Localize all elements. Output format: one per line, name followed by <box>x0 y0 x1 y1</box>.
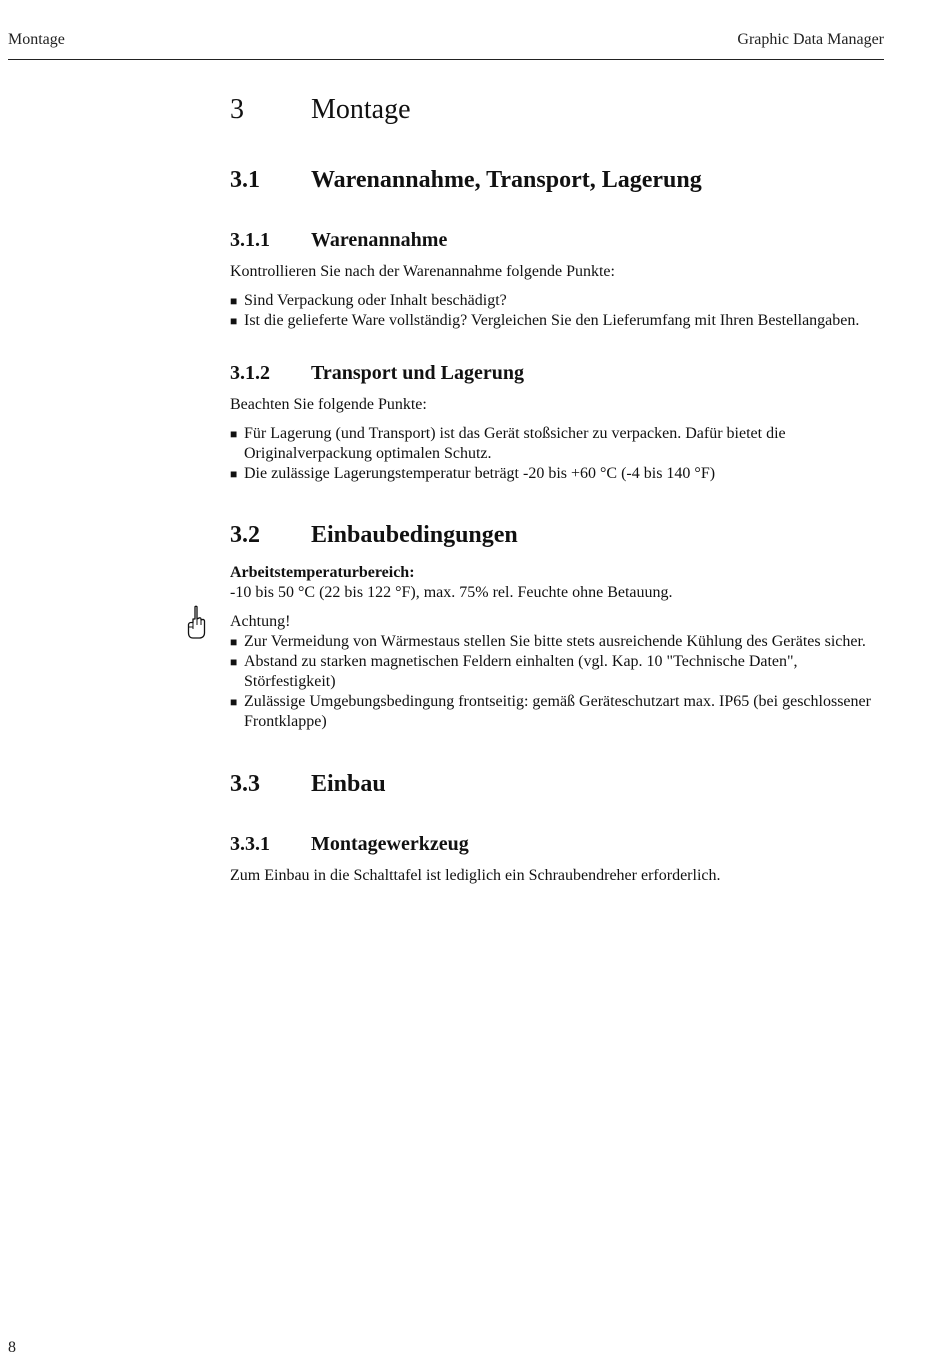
list-item-text: Ist die gelieferte Ware vollständig? Vergleichen Sie den Lieferumfang mit Ihren Bestellangaben. <box>244 312 860 329</box>
list-item <box>230 652 888 692</box>
running-header-title: Graphic Data Manager <box>737 31 884 48</box>
subsection-number: 3.3.1 <box>230 833 270 855</box>
bullet-list <box>230 632 888 732</box>
temperature-range-value: -10 bis 50 °C (22 bis 122 °F), max. 75% rel. Feuchte ohne Betauung. <box>230 584 673 601</box>
bullet-square-icon: ■ <box>230 467 238 481</box>
list-item-text: Die zulässige Lagerungstemperatur beträgt -20 bis +60 °C (-4 bis 140 °F) <box>244 465 716 482</box>
subsection-title: Montagewerkzeug <box>311 833 469 855</box>
running-header-section: Montage <box>8 31 65 48</box>
list-item <box>230 311 888 331</box>
section-number: 3.2 <box>230 522 260 548</box>
section-title: Einbau <box>311 771 386 797</box>
subsection-title: Warenannahme <box>311 229 448 251</box>
paragraph: Zum Einbau in die Schalttafel ist lediglich ein Schraubendreher erforderlich. <box>230 867 721 884</box>
list-item-text: Zulässige Umgebungsbedingung frontseitig: gemäß Geräteschutzart max. IP65 (bei geschlossener Frontklappe) <box>244 693 871 730</box>
temperature-range-label: Arbeitstemperaturbereich: <box>230 564 415 581</box>
bullet-list <box>230 424 888 484</box>
bullet-square-icon: ■ <box>230 635 238 649</box>
list-item <box>230 291 888 311</box>
bullet-square-icon: ■ <box>230 427 238 441</box>
list-item-text: Abstand zu starken magnetischen Feldern einhalten (vgl. Kap. 10 "Technische Daten", Störfestigkeit) <box>244 653 798 690</box>
subsection-title: Transport und Lagerung <box>311 362 525 384</box>
paragraph: Kontrollieren Sie nach der Warenannahme folgende Punkte: <box>230 263 615 280</box>
chapter-number: 3 <box>230 94 244 125</box>
chapter-title: Montage <box>311 94 411 125</box>
header-divider <box>8 59 884 60</box>
section-number: 3.1 <box>230 167 260 193</box>
page-number: 8 <box>8 1339 16 1356</box>
list-item <box>230 464 888 484</box>
list-item-text: Sind Verpackung oder Inhalt beschädigt? <box>244 292 507 309</box>
warning-label: Achtung! <box>230 613 291 630</box>
list-item-text: Zur Vermeidung von Wärmestaus stellen Sie bitte stets ausreichende Kühlung des Gerätes sicher. <box>244 633 866 650</box>
bullet-square-icon: ■ <box>230 655 238 669</box>
list-item <box>230 632 888 652</box>
pointing-hand-icon <box>186 605 206 639</box>
section-title: Einbaubedingungen <box>311 522 518 548</box>
list-item-text: Für Lagerung (und Transport) ist das Gerät stoßsicher zu verpacken. Dafür bietet die Originalverpackung optimalen Schutz. <box>244 425 786 462</box>
bullet-square-icon: ■ <box>230 314 238 328</box>
list-item <box>230 424 888 464</box>
bullet-square-icon: ■ <box>230 695 238 709</box>
subsection-number: 3.1.2 <box>230 362 270 384</box>
bullet-list <box>230 291 888 331</box>
subsection-number: 3.1.1 <box>230 229 270 251</box>
paragraph: Beachten Sie folgende Punkte: <box>230 396 427 413</box>
section-number: 3.3 <box>230 771 260 797</box>
list-item <box>230 692 888 732</box>
bullet-square-icon: ■ <box>230 294 238 308</box>
section-title: Warenannahme, Transport, Lagerung <box>311 167 702 193</box>
